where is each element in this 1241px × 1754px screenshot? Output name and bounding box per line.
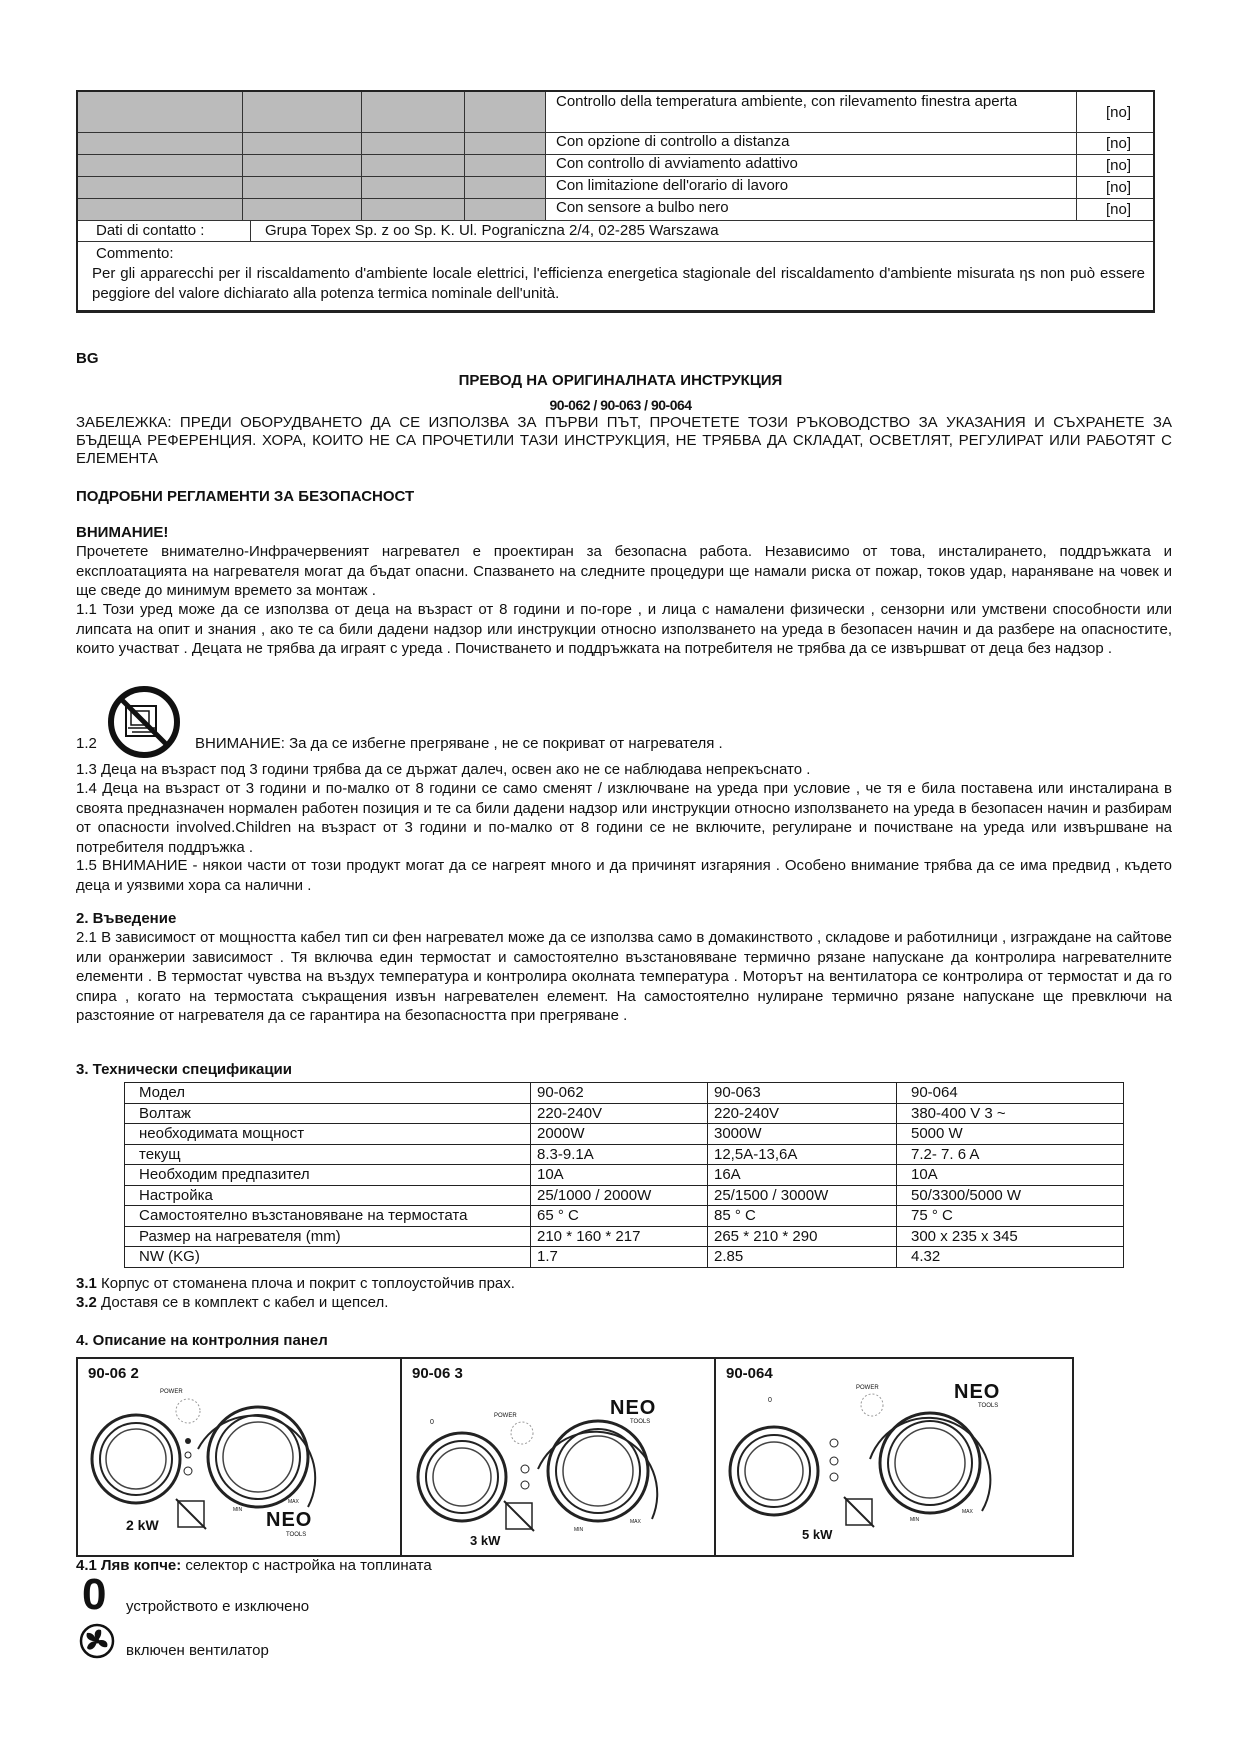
table-row	[78, 177, 1153, 199]
spec-value: 7.2- 7. 6 A	[897, 1144, 1124, 1165]
max-label: MAX	[288, 1499, 299, 1505]
paragraph-1-5: 1.5 ВНИМАНИЕ - някои части от този продукт могат да се нагреят много и да причинят изгаряния . Особено внимание трябва да се има предвид , където деца и уязвими хора са налични .	[76, 857, 1172, 894]
neo-logo: NEO	[610, 1397, 657, 1419]
paragraph-3-1	[76, 1275, 515, 1292]
spec-value: 10A	[897, 1165, 1124, 1186]
spec-value: 16A	[708, 1165, 897, 1186]
comment-block	[78, 242, 1153, 310]
document-title: ПРЕВОД НА ОРИГИНАЛНАТА ИНСТРУКЦИЯ	[458, 372, 783, 389]
spec-value: 90-062	[531, 1083, 708, 1104]
paragraph-1-2: ВНИМАНИЕ: За да се избегне прегряване , не се покриват от нагревателя .	[195, 735, 723, 752]
table-row	[78, 133, 1153, 155]
spec-value: 300 x 235 x 345	[897, 1226, 1124, 1247]
spec-value: 3000W	[708, 1124, 897, 1145]
spec-key: Размер на нагревателя (mm)	[125, 1226, 531, 1247]
spec-key: текущ	[125, 1144, 531, 1165]
contact-text: Grupa Topex Sp. z oo Sp. K. Ul. Pograniczna 2/4, 02-285 Warszawa	[265, 222, 719, 239]
panel-title: 90-06 3	[412, 1365, 463, 1382]
zero-label: 0	[430, 1419, 434, 1426]
contact-row	[78, 221, 1153, 242]
spec-value: 12,5A-13,6A	[708, 1144, 897, 1165]
safety-heading: ПОДРОБНИ РЕГЛАМЕНТИ ЗА БЕЗОПАСНОСТ	[76, 488, 415, 505]
spec-value: 8.3-9.1A	[531, 1144, 708, 1165]
table-row	[78, 199, 1153, 221]
spec-value: 2000W	[531, 1124, 708, 1145]
spec-value: 380-400 V 3 ~	[897, 1103, 1124, 1124]
max-label: MAX	[962, 1509, 973, 1515]
tools-label: TOOLS	[978, 1403, 999, 1409]
min-label: MIN	[574, 1527, 584, 1533]
spec-row	[125, 1247, 1124, 1268]
zero-icon-text: устройството е изключено	[126, 1598, 310, 1615]
paragraph-3-2-number: 3.2	[76, 1294, 97, 1311]
panel-90-064	[716, 1359, 1072, 1555]
row-value: [no]	[1105, 157, 1131, 174]
warning-paragraph: Прочетете внимателно-Инфрачервеният нагревател е проектиран за безопасна работа. Независимо от това, инсталирането, поддръжката и експлоатацията на нагревателя могат да бъдат опасни. Спазването на следните процедури ще намали риска от пожар, токов удар, нараняване на човек и ще сведе до минимум времето за монтаж .	[76, 543, 1172, 599]
spec-value: 210 * 160 * 217	[531, 1226, 708, 1247]
panel-90-064-drawing	[716, 1359, 1072, 1555]
spec-value: 50/3300/5000 W	[897, 1185, 1124, 1206]
min-label: MIN	[910, 1517, 920, 1523]
spec-value: 25/1500 / 3000W	[708, 1185, 897, 1206]
paragraph-3-1-number: 3.1	[76, 1275, 97, 1292]
row-value: [no]	[1105, 179, 1131, 196]
spec-value: 220-240V	[531, 1103, 708, 1124]
zero-label: 0	[768, 1397, 772, 1404]
power-label: POWER	[160, 1389, 183, 1395]
paragraph-4-1-label: 4.1 Ляв копче:	[76, 1557, 182, 1574]
table-row	[78, 155, 1153, 177]
tools-label: TOOLS	[630, 1419, 651, 1425]
spec-row	[125, 1185, 1124, 1206]
spec-key: Необходим предпазител	[125, 1165, 531, 1186]
spec-value: 90-064	[897, 1083, 1124, 1104]
paragraph-1-1: 1.1 Този уред може да се използва от деца на възраст от 8 години и по-горе , и лица с намалени физически , сензорни или умствени способности или липсата на опит и знания , ако те са били дадени надзор или инструкции относно използването на уреда в безопасен начин и да разбере на опасностите, които участват . Децата не трябва да играят с уреда . Почистването и поддръжката на потребителя не трябва да се извършват от деца без надзор .	[76, 601, 1172, 657]
spec-row	[125, 1124, 1124, 1145]
paragraph-3-1-text: Корпус от стоманена плоча и покрит с топлоустойчив прах.	[96, 1275, 515, 1292]
paragraph-1-2-number: 1.2	[76, 735, 97, 752]
spec-value: 10A	[531, 1165, 708, 1186]
contact-label: Dati di contatto :	[78, 221, 251, 241]
paragraph-2-1: 2.1 В зависимост от мощността кабел тип си фен нагревател може да се използва само в домакинството , складове и работилници , изграждане на сайтове или оранжерии зависимост . Тя включва един термостат и самостоятелно възстановяване термично рязане напускане да контролира нагревателните елементи . В термостат чувства на въздух температура и контролира околната температура . Моторът на вентилатора се контролира от термостат и да го спира , когато на термостата съкращения извън нагревателен елемент. На самостоятелно нулиране термично рязане напускане ще превключи на разстояние от нагревателя да се гарантира на безопасността при прегряване .	[76, 929, 1172, 1024]
row-description: Con sensore a bulbo nero	[546, 199, 1077, 220]
panel-90-063	[402, 1359, 716, 1555]
row-description: Con controllo di avviamento adattivo	[546, 155, 1077, 176]
spec-value: 75 ° C	[897, 1206, 1124, 1227]
row-value: [no]	[1105, 135, 1131, 152]
spec-value: 90-063	[708, 1083, 897, 1104]
spec-value: 2.85	[708, 1247, 897, 1268]
paragraph-1-3: 1.3 Деца на възраст под 3 години трябва да се държат далеч, освен ако не се наблюдава непрекъснато .	[76, 761, 811, 778]
spec-table	[124, 1082, 1124, 1268]
neo-logo: NEO	[266, 1509, 313, 1531]
tools-label: TOOLS	[286, 1532, 307, 1538]
fan-icon-text: включен вентилатор	[126, 1642, 269, 1659]
spec-value: 220-240V	[708, 1103, 897, 1124]
spec-value: 1.7	[531, 1247, 708, 1268]
note-paragraph: ЗАБЕЛЕЖКА: ПРЕДИ ОБОРУДВАНЕТО ДА СЕ ИЗПОЛЗВА ЗА ПЪРВИ ПЪТ, ПРОЧЕТЕТЕ ТОЗИ РЪКОВОДСТВО ЗА УКАЗАНИЯ И СЪХРАНЕТЕ ЗА БЪДЕЩА РЕФЕРЕНЦИЯ. ХОРА, КОИТО НЕ СА ПРОЧЕТИЛИ ТАЗИ ИНСТРУКЦИЯ, НЕ ТРЯБВА ДА СКЛАДАТ, ОСВЕТЛЯТ, РЕГУЛИРАТ ИЛИ РАБОТЯТ С ЕЛЕМЕНТА	[76, 414, 1172, 467]
spec-value: 4.32	[897, 1247, 1124, 1268]
row-value: [no]	[1105, 103, 1131, 121]
spec-key: Настройка	[125, 1185, 531, 1206]
spec-key: Самостоятелно възстановяване на термостата	[125, 1206, 531, 1227]
panel-title: 90-064	[726, 1365, 773, 1382]
row-description: Con opzione di controllo a distanza	[546, 133, 1077, 154]
panel-90-062	[78, 1359, 402, 1555]
comment-label: Commento:	[96, 245, 174, 262]
spec-value: 5000 W	[897, 1124, 1124, 1145]
spec-key: NW (KG)	[125, 1247, 531, 1268]
row-description: Con limitazione dell'orario di lavoro	[546, 177, 1077, 198]
kw-label: 3 kW	[470, 1533, 501, 1548]
spec-heading: 3. Технически спецификации	[76, 1061, 292, 1078]
kw-label: 2 kW	[126, 1517, 159, 1533]
min-label: MIN	[233, 1507, 243, 1513]
zero-icon: 0	[82, 1570, 107, 1619]
model-numbers: 90-062 / 90-063 / 90-064	[549, 397, 692, 413]
spec-row	[125, 1206, 1124, 1227]
spec-row	[125, 1165, 1124, 1186]
max-label: MAX	[630, 1519, 641, 1525]
power-label: POWER	[494, 1413, 517, 1419]
paragraph-3-2-text: Доставя се в комплект с кабел и щепсел.	[96, 1294, 389, 1311]
intro-heading: 2. Въведение	[76, 910, 177, 927]
spec-key: Модел	[125, 1083, 531, 1104]
spec-value: 85 ° C	[708, 1206, 897, 1227]
spec-row	[125, 1083, 1124, 1104]
spec-value: 65 ° C	[531, 1206, 708, 1227]
paragraph-3-2	[76, 1294, 388, 1311]
spec-value: 265 * 210 * 290	[708, 1226, 897, 1247]
kw-label: 5 kW	[802, 1527, 833, 1542]
energy-info-table	[76, 90, 1155, 313]
panel-90-063-drawing	[402, 1359, 714, 1555]
fan-icon	[78, 1622, 116, 1660]
power-label: POWER	[856, 1385, 879, 1391]
control-panels	[76, 1357, 1074, 1557]
neo-logo: NEO	[954, 1381, 1001, 1403]
paragraph-4-1	[76, 1557, 432, 1574]
panel-heading: 4. Описание на контролния панел	[76, 1332, 328, 1349]
spec-row	[125, 1226, 1124, 1247]
spec-row	[125, 1103, 1124, 1124]
spec-key: необходимата мощност	[125, 1124, 531, 1145]
paragraph-1-4: 1.4 Деца на възраст от 3 години и по-малко от 8 години се само сменят / изключване на уреда при условие , че тя е била поставена или инсталирана в своята предназначен нормален работен позиция и те са били дадени надзор или инструкции относно използването на уреда в безопасен начин и разбирам от опасности involved.Children на възраст от 3 години и по-малко от 8 години се не включите, регулиране и почистване на уреда или извършване на потребителя поддръжка .	[76, 780, 1172, 856]
spec-value: 25/1000 / 2000W	[531, 1185, 708, 1206]
row-value: [no]	[1105, 201, 1131, 218]
paragraph-4-1-text: селектор с настройка на топлината	[181, 1557, 432, 1574]
language-code: BG	[76, 350, 99, 367]
do-not-cover-icon	[104, 684, 184, 760]
panel-title: 90-06 2	[88, 1365, 139, 1382]
spec-row	[125, 1144, 1124, 1165]
warning-heading: ВНИМАНИЕ!	[76, 524, 169, 541]
spec-key: Волтаж	[125, 1103, 531, 1124]
comment-text: Per gli apparecchi per il riscaldamento d'ambiente locale elettrici, l'efficienza energetica stagionale del riscaldamento d'ambiente misurata ηs non può essere peggiore del valore dichiarato alla potenza termica nominale dell'unità.	[92, 265, 1145, 302]
table-row	[78, 92, 1153, 133]
row-description: Controllo della temperatura ambiente, con rilevamento finestra aperta	[546, 92, 1077, 132]
